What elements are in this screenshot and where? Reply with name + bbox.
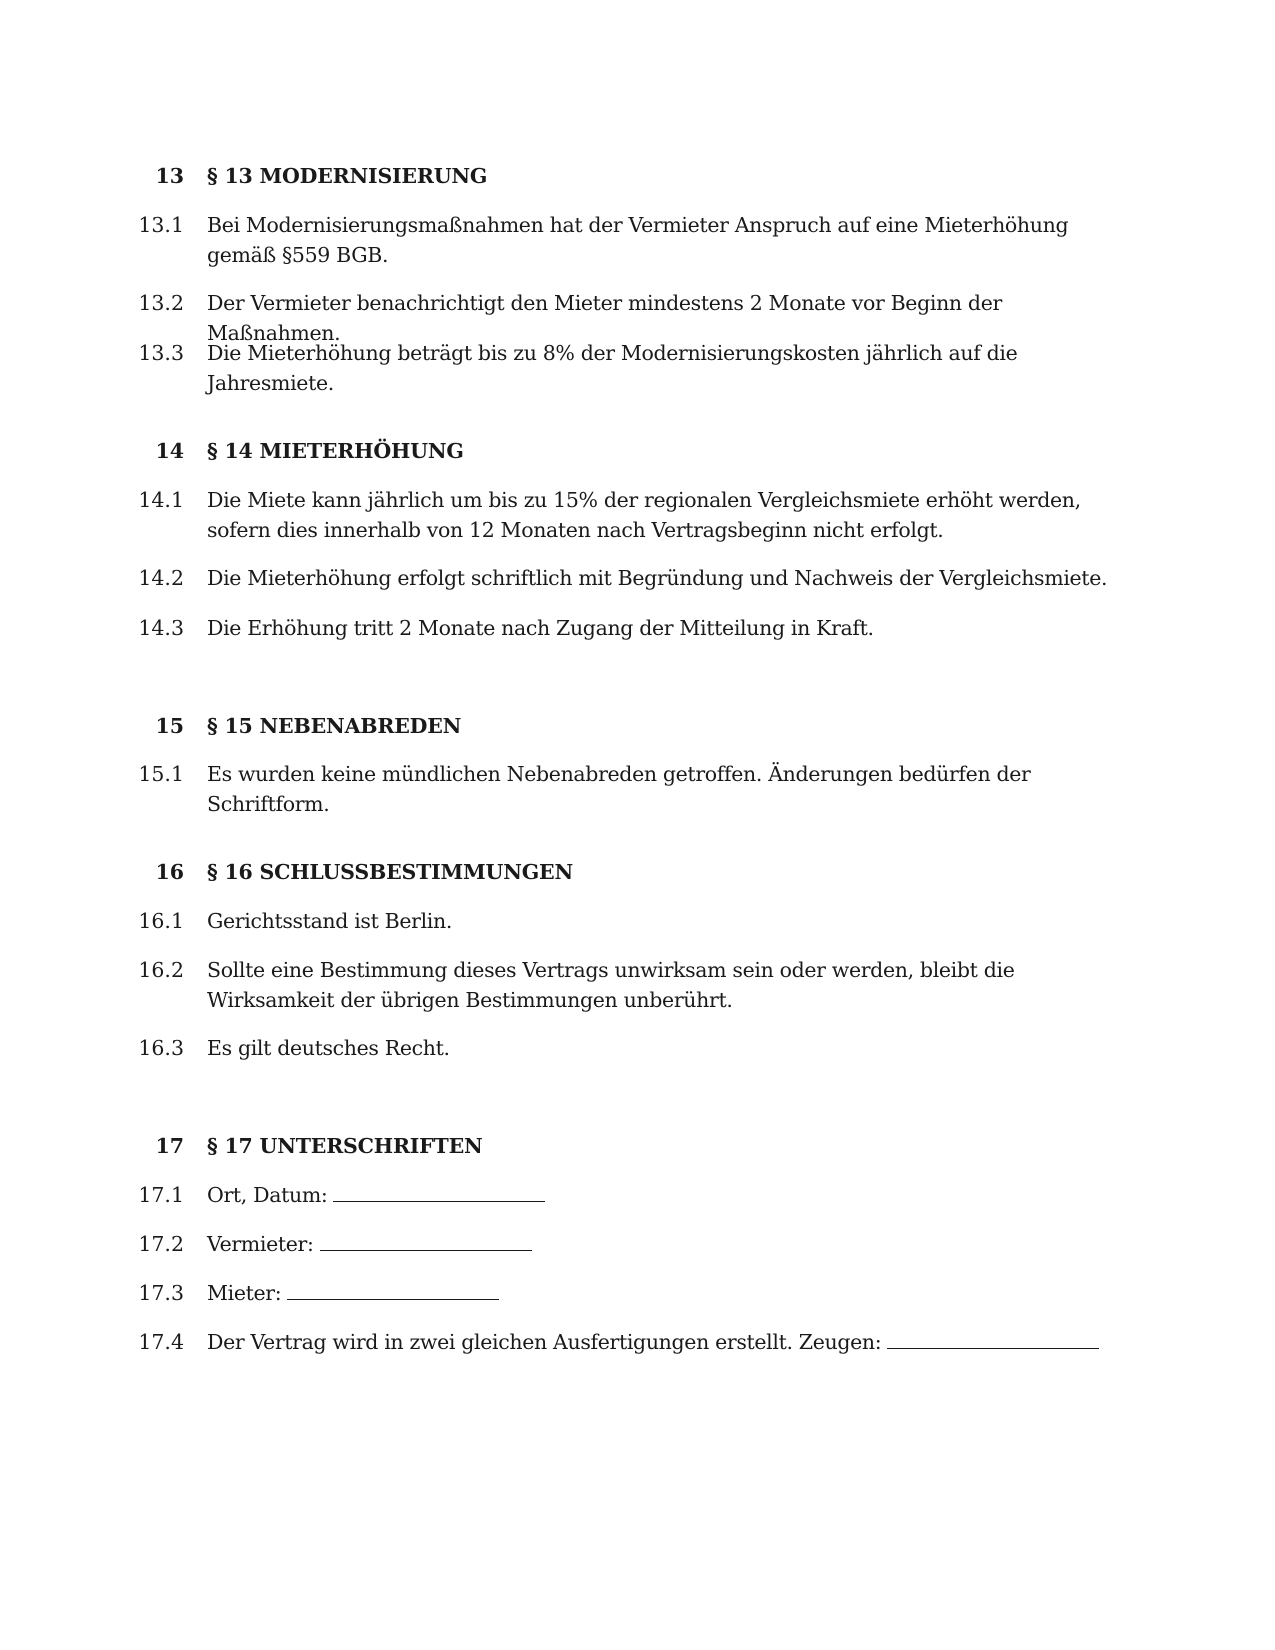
section-number: 13 [155,164,184,188]
clause-number: 17.3 [138,1281,184,1305]
clause-text [207,1327,1127,1357]
clause-text: Die Mieterhöhung beträgt bis zu 8% der Modernisierungskosten jährlich auf die Jahresmiete. [207,341,1018,395]
clause-number: 16.1 [138,909,184,933]
signature-label: Der Vertrag wird in zwei gleichen Ausfertigungen erstellt. Zeugen: [207,1330,882,1354]
signature-label: Vermieter: [207,1232,314,1256]
signature-line[interactable] [887,1330,1099,1349]
clause-text: Die Mieterhöhung erfolgt schriftlich mit Begründung und Nachweis der Vergleichsmiete. [207,566,1108,590]
clause-number: 14.1 [138,488,184,512]
clause-text: Die Erhöhung tritt 2 Monate nach Zugang der Mitteilung in Kraft. [207,616,874,640]
signature-label: Mieter: [207,1281,282,1305]
clause-number: 14.2 [138,566,184,590]
clause-text: Gerichtsstand ist Berlin. [207,909,453,933]
clause-text: Es wurden keine mündlichen Nebenabreden getroffen. Änderungen bedürfen der Schriftform. [207,762,1031,816]
clause-number: 14.3 [138,616,184,640]
signature-line[interactable] [333,1183,545,1202]
section-number: 16 [155,860,184,884]
section-title: § 14 MIETERHÖHUNG [207,439,464,463]
clause-text [207,1278,1127,1308]
clause-text: Es gilt deutsches Recht. [207,1036,450,1060]
clause-text: Bei Modernisierungsmaßnahmen hat der Vermieter Anspruch auf eine Mieterhöhung gemäß §559 BGB. [207,213,1069,267]
section-title: § 13 MODERNISIERUNG [207,164,488,188]
clause-number: 13.3 [138,341,184,365]
section-number: 15 [155,714,184,738]
clause-number: 13.1 [138,213,184,237]
clause-number: 16.2 [138,958,184,982]
signature-label: Ort, Datum: [207,1183,328,1207]
section-title: § 17 UNTERSCHRIFTEN [207,1134,483,1158]
clause-text: Der Vermieter benachrichtigt den Mieter mindestens 2 Monate vor Beginn der Maßnahmen. [207,291,1002,345]
signature-line[interactable] [287,1281,499,1300]
clause-number: 17.4 [138,1330,184,1354]
clause-number: 13.2 [138,291,184,315]
section-number: 17 [155,1134,184,1158]
section-number: 14 [155,439,184,463]
clause-text: Die Miete kann jährlich um bis zu 15% der regionalen Vergleichsmiete erhöht werden, sofern dies innerhalb von 12 Monaten nach Vertragsbeginn nicht erfolgt. [207,488,1081,542]
clause-number: 17.2 [138,1232,184,1256]
clause-number: 16.3 [138,1036,184,1060]
section-title: § 15 NEBENABREDEN [207,714,462,738]
section-title: § 16 SCHLUSSBESTIMMUNGEN [207,860,574,884]
clause-text [207,1180,1127,1210]
signature-line[interactable] [320,1232,532,1251]
clause-text: Sollte eine Bestimmung dieses Vertrags unwirksam sein oder werden, bleibt die Wirksamkeit der übrigen Bestimmungen unberührt. [207,958,1015,1012]
clause-number: 15.1 [138,762,184,786]
clause-number: 17.1 [138,1183,184,1207]
clause-text [207,1229,1127,1259]
